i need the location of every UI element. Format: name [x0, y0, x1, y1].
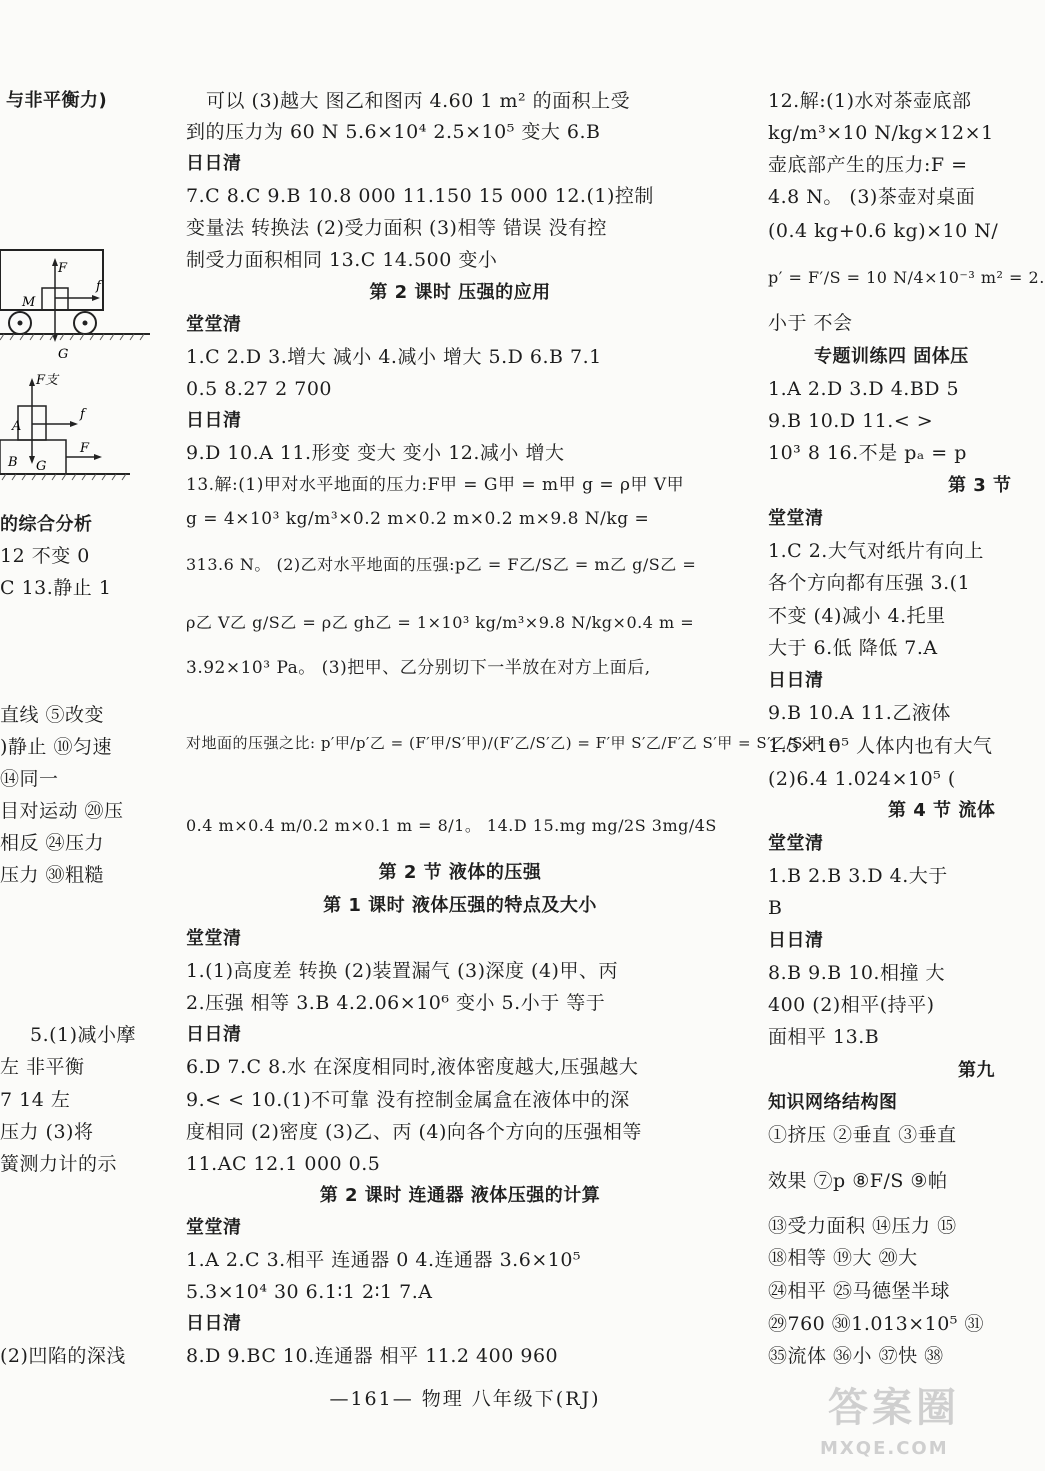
text-line: 与非平衡力) [6, 90, 108, 111]
label-G: G [36, 459, 47, 474]
section-label: 日日清 [186, 410, 242, 431]
section-label: 日日清 [768, 670, 824, 691]
left-column [0, 0, 150, 1471]
text-line: 1.C 2.D 3.增大 减小 4.减小 增大 5.D 6.B 7.1 [186, 346, 602, 368]
text-line: ①挤压 ②垂直 ③垂直 [768, 1124, 957, 1146]
section-heading: 专题训练四 固体压 [814, 346, 969, 367]
text-line: 制受力面积相同 13.C 14.500 变小 [186, 249, 498, 271]
text-line: 对地面的压强之比: p′甲/p′乙 = (F′甲/S′甲)/(F′乙/S′乙) = F′甲 S′乙/F′乙 S′甲 = S′乙/S′甲 = [186, 734, 841, 752]
text-line: B [768, 897, 783, 919]
text-line: g = 4×10³ kg/m³×0.2 m×0.2 m×0.2 m×9.8 N/kg = [186, 509, 650, 529]
text-line: 的综合分析 [0, 514, 93, 535]
text-line: 目对运动 ⑳压 [0, 800, 124, 822]
text-line: 3.92×10³ Pa。 (3)把甲、乙分别切下一半放在对方上面后, [186, 658, 651, 678]
text-line: (2)6.4 1.024×10⁵ ( [768, 768, 956, 790]
label-G: G [58, 347, 69, 362]
text-line: p′ = F′/S = 10 N/4×10⁻³ m² = 2. [768, 268, 1045, 287]
label-B: B [8, 455, 18, 470]
text-line: 压力 ㉚粗糙 [0, 864, 105, 886]
text-line: kg/m³×10 N/kg×12×1 [768, 122, 994, 144]
text-line: 9.B 10.A 11.乙液体 [768, 702, 951, 724]
text-line: 直线 ⑤改变 [0, 704, 105, 726]
text-line: 7.C 8.C 9.B 10.8 000 11.150 15 000 12.(1)控制 [186, 185, 654, 207]
text-line: 12.解:(1)水对茶壶底部 [768, 90, 972, 112]
text-line: 9.< < 10.(1)不可靠 没有控制金属盒在液体中的深 [186, 1089, 630, 1111]
section-label: 堂堂清 [768, 508, 824, 529]
right-column [768, 0, 1045, 1471]
text-line: 10³ 8 16.不是 pₐ = p [768, 442, 967, 464]
lesson-heading: 第 1 课时 液体压强的特点及大小 [323, 895, 597, 916]
text-line: 313.6 N。 (2)乙对水平地面的压强:p乙 = F乙/S乙 = m乙 g/S乙 = [186, 555, 697, 574]
section-label: 日日清 [768, 930, 824, 951]
section-label: 知识网络结构图 [768, 1092, 898, 1113]
section-label: 日日清 [186, 153, 242, 174]
watermark-logo [820, 1376, 995, 1466]
text-line: 2.压强 相等 3.B 4.2.06×10⁶ 变小 5.小于 等于 [186, 992, 606, 1014]
text-line: 1.A 2.C 3.相平 连通器 0 4.连通器 3.6×10⁵ [186, 1249, 582, 1271]
text-line: 各个方向都有压强 3.(1 [768, 572, 971, 594]
watermark-text: 答案圈 [828, 1385, 960, 1431]
text-line: ⑭同一 [0, 768, 59, 790]
label-M: M [22, 295, 36, 310]
text-line: 8.D 9.BC 10.连通器 相平 11.2 400 960 [186, 1345, 559, 1367]
page-footer: —161— 物理 八年级下(RJ) [329, 1388, 601, 1410]
text-line: 大于 6.低 降低 7.A [768, 637, 938, 659]
text-line: 13.解:(1)甲对水平地面的压力:F甲 = G甲 = m甲 g = ρ甲 V甲 [186, 475, 685, 495]
text-line: 11.AC 12.1 000 0.5 [186, 1153, 381, 1175]
text-line: 1.5×10⁵ 人体内也有大气 [768, 735, 993, 757]
text-line: 1.C 2.大气对纸片有向上 [768, 540, 984, 562]
text-line: 5.(1)减小摩 [30, 1024, 137, 1046]
label-A: A [12, 419, 22, 434]
text-line: 1.B 2.B 3.D 4.大于 [768, 865, 948, 887]
text-line: 变量法 转换法 (2)受力面积 (3)相等 错误 没有控 [186, 217, 608, 239]
text-line: 不变 (4)减小 4.托里 [768, 605, 946, 627]
section-heading: 第九 [958, 1060, 995, 1081]
text-line: 可以 (3)越大 图乙和图丙 4.60 1 m² 的面积上受 [206, 90, 631, 112]
section-label: 堂堂清 [186, 1217, 242, 1238]
text-line: 压力 (3)将 [0, 1121, 94, 1143]
watermark-url: MXQE.COM [820, 1438, 949, 1459]
section-heading: 第 2 节 液体的压强 [378, 862, 542, 883]
text-line: 1.(1)高度差 转换 (2)装置漏气 (3)深度 (4)甲、丙 [186, 960, 618, 982]
stacked-blocks-diagram [0, 372, 150, 487]
text-line: ⑱相等 ⑲大 ⑳大 [768, 1247, 918, 1269]
text-line: ⑬受力面积 ⑭压力 ⑮ [768, 1215, 957, 1237]
text-line: 1.A 2.D 3.D 4.BD 5 [768, 378, 960, 400]
text-line: 小于 不会 [768, 312, 853, 334]
lesson-heading: 第 2 课时 连通器 液体压强的计算 [319, 1185, 601, 1206]
text-line: 7 14 左 [0, 1089, 71, 1111]
text-line: 4.8 N。 (3)茶壶对桌面 [768, 186, 976, 208]
text-line: ㉙760 ㉚1.013×10⁵ ㉛ [768, 1313, 984, 1335]
text-line: (2)凹陷的深浅 [0, 1345, 126, 1367]
text-line: 0.4 m×0.4 m/0.2 m×0.1 m = 8/1。 14.D 15.mg mg/2S 3mg/4S [186, 816, 717, 835]
label-f: f [80, 407, 85, 422]
text-line: 9.D 10.A 11.形变 变大 变小 12.减小 增大 [186, 442, 565, 464]
text-line: ㉟流体 ㊱小 ㊲快 ㊳ [768, 1345, 944, 1367]
text-line: )静止 ⑩匀速 [0, 736, 112, 758]
text-line: C 13.静止 1 [0, 577, 112, 599]
text-line: 簧测力计的示 [0, 1153, 118, 1175]
section-label: 堂堂清 [186, 314, 242, 335]
text-line: 相反 ㉔压力 [0, 832, 105, 854]
text-line: 效果 ⑦p ⑧F/S ⑨帕 [768, 1170, 948, 1192]
text-line: (0.4 kg+0.6 kg)×10 N/ [768, 220, 999, 242]
text-line: 面相平 13.B [768, 1026, 880, 1048]
text-line: 到的压力为 60 N 5.6×10⁴ 2.5×10⁵ 变大 6.B [186, 121, 601, 143]
section-label: 日日清 [186, 1313, 242, 1334]
lesson-heading: 第 2 课时 压强的应用 [369, 282, 551, 303]
section-label: 堂堂清 [768, 833, 824, 854]
text-line: 12 不变 0 [0, 545, 90, 567]
text-line: ㉔相平 ㉕马德堡半球 [768, 1280, 951, 1302]
section-heading: 第 4 节 流体 [888, 800, 996, 821]
text-line: 6.D 7.C 8.水 在深度相同时,液体密度越大,压强越大 [186, 1056, 639, 1078]
text-line: ρ乙 V乙 g/S乙 = ρ乙 gh乙 = 1×10³ kg/m³×9.8 N/kg×0.4 m = [186, 613, 695, 632]
text-line: 400 (2)相平(持平) [768, 994, 935, 1016]
label-F: F [58, 261, 68, 276]
text-line: 左 非平衡 [0, 1056, 85, 1078]
label-f: f [96, 279, 101, 294]
text-line: 0.5 8.27 2 700 [186, 378, 332, 400]
section-label: 堂堂清 [186, 928, 242, 949]
label-Fzhi: F支 [36, 373, 59, 388]
section-label: 日日清 [186, 1024, 242, 1045]
section-heading: 第 3 节 [948, 475, 1012, 496]
text-line: 8.B 9.B 10.相撞 大 [768, 962, 946, 984]
text-line: 5.3×10⁴ 30 6.1∶1 2∶1 7.A [186, 1281, 433, 1303]
text-line: 壶底部产生的压力:F = [768, 154, 968, 176]
text-line: 9.B 10.D 11.< > [768, 410, 934, 432]
text-line: 度相同 (2)密度 (3)乙、丙 (4)向各个方向的压强相等 [186, 1121, 642, 1143]
cart-force-diagram [0, 210, 150, 370]
label-F: F [80, 441, 90, 456]
